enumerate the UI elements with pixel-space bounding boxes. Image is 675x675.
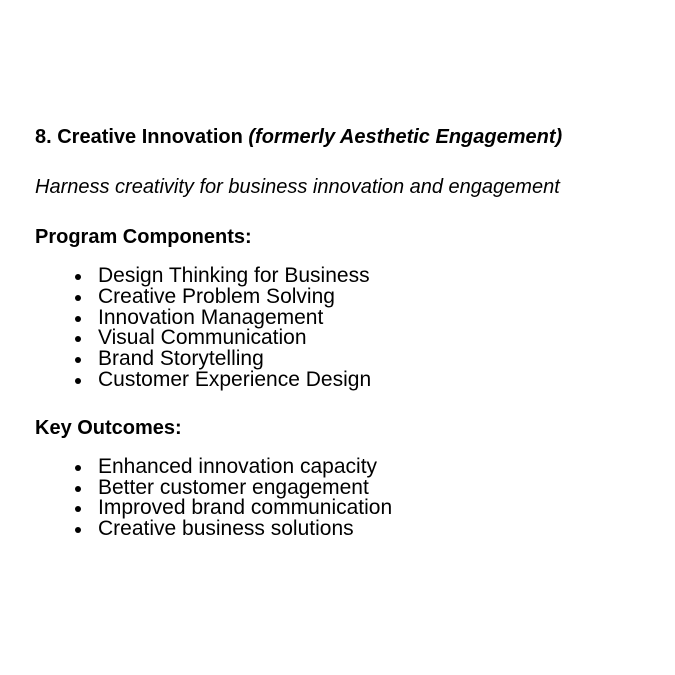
bullet-icon: [75, 316, 81, 322]
bullet-icon: [75, 527, 81, 533]
list-item: Innovation Management: [98, 308, 665, 329]
section-title-text: 8. Creative Innovation: [35, 126, 249, 148]
list-item: Creative Problem Solving: [98, 287, 665, 308]
bullet-icon: [75, 465, 81, 471]
list-item: Improved brand communication: [98, 498, 665, 519]
components-heading: Program Components:: [35, 226, 252, 248]
section-tagline: Harness creativity for business innovation and engagement: [35, 176, 560, 198]
section-title: [35, 122, 665, 152]
bullet-icon: [75, 357, 81, 363]
bullet-icon: [75, 378, 81, 384]
bullet-icon: [75, 486, 81, 492]
bullet-icon: [75, 274, 81, 280]
outcomes-heading: Key Outcomes:: [35, 416, 182, 439]
list-item: Customer Experience Design: [98, 370, 665, 391]
list-item: Creative business solutions: [98, 519, 665, 540]
list-item: Design Thinking for Business: [98, 266, 665, 287]
document-body: [35, 122, 665, 540]
list-item: Visual Communication: [98, 328, 665, 349]
list-item: Better customer engagement: [98, 478, 665, 499]
outcomes-list: [35, 454, 665, 541]
bullet-icon: [75, 336, 81, 342]
components-list: [35, 266, 665, 391]
bullet-icon: [75, 506, 81, 512]
list-item: Enhanced innovation capacity: [98, 457, 665, 478]
list-item: Brand Storytelling: [98, 349, 665, 370]
former-name: (formerly Aesthetic Engagement): [248, 126, 563, 148]
bullet-icon: [75, 295, 81, 301]
